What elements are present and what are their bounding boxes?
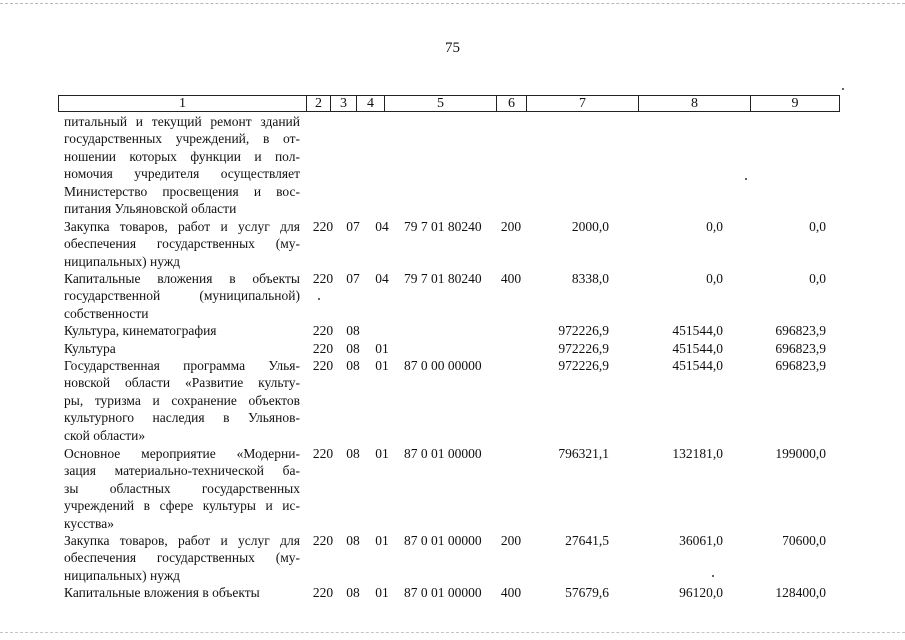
description-line: зы областных государственных xyxy=(64,480,300,496)
row-2-col-6: 200 xyxy=(500,219,522,234)
column-header-8: 8 xyxy=(638,96,750,111)
scan-speck xyxy=(745,178,747,180)
row-6-col-3: 08 xyxy=(346,358,360,373)
row-8-col-4: 01 xyxy=(375,533,389,548)
description-line: государственной (муниципальной) xyxy=(64,288,300,304)
row-7-col-4: 01 xyxy=(375,446,389,461)
row-6-description xyxy=(64,357,300,444)
description-line: номочия учредителя осуществляет xyxy=(64,166,300,182)
row-5-col-2: 220 xyxy=(312,341,334,356)
row-2-col-5: 79 7 01 80240 xyxy=(404,219,482,234)
row-8-col-7: 27641,5 xyxy=(565,533,609,548)
row-6-col-5: 87 0 00 00000 xyxy=(404,358,482,373)
description-line: ниципальных) нужд xyxy=(64,567,181,583)
scan-speck xyxy=(318,298,320,300)
column-header-7: 7 xyxy=(526,96,638,111)
row-3-col-5: 79 7 01 80240 xyxy=(404,271,482,286)
row-8-col-9: 70600,0 xyxy=(782,533,826,548)
row-6-col-7: 972226,9 xyxy=(558,358,609,373)
column-header-2: 2 xyxy=(306,96,330,111)
row-2-description xyxy=(64,218,300,270)
row-2-col-2: 220 xyxy=(312,219,334,234)
description-line: обеспечения государственных (му- xyxy=(64,236,300,252)
scan-speck xyxy=(842,88,844,90)
row-9-description xyxy=(64,584,300,601)
description-line: новской области «Развитие культу- xyxy=(64,375,300,391)
row-8-col-6: 200 xyxy=(500,533,522,548)
row-5-col-3: 08 xyxy=(346,341,360,356)
row-7-col-5: 87 0 01 00000 xyxy=(404,446,482,461)
description-line: ниципальных) нужд xyxy=(64,253,181,269)
row-3-col-3: 07 xyxy=(346,271,360,286)
row-3-col-9: 0,0 xyxy=(809,271,826,286)
description-line: Основное мероприятие «Модерни- xyxy=(64,446,300,461)
description-line: Министерство просвещения и вос- xyxy=(64,183,300,199)
row-7-col-2: 220 xyxy=(312,446,334,461)
description-line: ской области» xyxy=(64,427,146,443)
row-4-col-8: 451544,0 xyxy=(672,323,723,338)
row-2-col-8: 0,0 xyxy=(706,219,723,234)
description-line: культурного наследия в Ульянов- xyxy=(64,410,300,426)
row-9-col-3: 08 xyxy=(346,585,360,600)
row-7-col-8: 132181,0 xyxy=(672,446,723,461)
row-2-col-3: 07 xyxy=(346,219,360,234)
column-header-4: 4 xyxy=(356,96,384,111)
column-header-9: 9 xyxy=(750,96,839,111)
row-4-col-9: 696823,9 xyxy=(775,323,826,338)
row-7-col-7: 796321,1 xyxy=(558,446,609,461)
row-6-col-2: 220 xyxy=(312,358,334,373)
row-9-col-6: 400 xyxy=(500,585,522,600)
row-9-col-9: 128400,0 xyxy=(775,585,826,600)
column-header-5: 5 xyxy=(384,96,496,111)
description-line: Закупка товаров, работ и услуг для xyxy=(64,219,300,234)
description-line: питания Ульяновской области xyxy=(64,200,237,216)
row-4-col-7: 972226,9 xyxy=(558,323,609,338)
description-line: Государственная программа Улья- xyxy=(64,358,300,373)
row-7-col-3: 08 xyxy=(346,446,360,461)
column-header-3: 3 xyxy=(330,96,356,111)
row-6-col-4: 01 xyxy=(375,358,389,373)
page-number: 75 xyxy=(445,40,460,56)
row-9-col-2: 220 xyxy=(312,585,334,600)
column-header-1: 1 xyxy=(179,96,186,111)
scan-edge-top xyxy=(0,3,905,4)
row-7-col-9: 199000,0 xyxy=(775,446,826,461)
row-7-description xyxy=(64,445,300,532)
row-5-col-8: 451544,0 xyxy=(672,341,723,356)
description-line: Капитальные вложения в объекты xyxy=(64,271,300,286)
row-8-col-5: 87 0 01 00000 xyxy=(404,533,482,548)
row-8-description xyxy=(64,532,300,584)
row-2-col-7: 2000,0 xyxy=(571,219,609,234)
row-6-col-9: 696823,9 xyxy=(775,358,826,373)
scan-edge-bottom xyxy=(0,632,905,633)
row-3-col-4: 04 xyxy=(375,271,389,286)
row-5-col-9: 696823,9 xyxy=(775,341,826,356)
row-3-col-8: 0,0 xyxy=(706,271,723,286)
description-line: ры, туризма и сохранение объектов xyxy=(64,392,300,408)
row-4-col-3: 08 xyxy=(346,323,360,338)
row-8-col-3: 08 xyxy=(346,533,360,548)
row-1-description xyxy=(64,113,300,217)
description-line: ношении которых функции и пол- xyxy=(64,148,300,164)
description-line: собственности xyxy=(64,305,149,321)
row-2-col-9: 0,0 xyxy=(809,219,826,234)
row-2-col-4: 04 xyxy=(375,219,389,234)
description-line: Капитальные вложения в объекты xyxy=(64,585,260,600)
description-line: обеспечения государственных (му- xyxy=(64,550,300,566)
description-line: зация материально-технической ба- xyxy=(64,463,300,479)
row-5-col-7: 972226,9 xyxy=(558,341,609,356)
description-line: питальный и текущий ремонт зданий xyxy=(64,114,300,129)
row-4-description xyxy=(64,322,300,339)
description-line: кусства» xyxy=(64,515,114,531)
row-4-col-2: 220 xyxy=(312,323,334,338)
row-3-col-2: 220 xyxy=(312,271,334,286)
scan-speck xyxy=(712,575,714,577)
table-header-row xyxy=(58,95,840,112)
row-8-col-2: 220 xyxy=(312,533,334,548)
row-9-col-4: 01 xyxy=(375,585,389,600)
column-header-6: 6 xyxy=(496,96,526,111)
row-9-col-7: 57679,6 xyxy=(565,585,609,600)
row-3-col-7: 8338,0 xyxy=(571,271,609,286)
row-3-description xyxy=(64,270,300,322)
description-line: учреждений в сфере культуры и ис- xyxy=(64,498,300,514)
row-9-col-8: 96120,0 xyxy=(679,585,723,600)
description-line: Культура xyxy=(64,341,116,356)
row-5-description xyxy=(64,340,300,357)
row-9-col-5: 87 0 01 00000 xyxy=(404,585,482,600)
description-line: Культура, кинематография xyxy=(64,323,217,338)
row-8-col-8: 36061,0 xyxy=(679,533,723,548)
description-line: государственных учреждений, в от- xyxy=(64,131,300,147)
description-line: Закупка товаров, работ и услуг для xyxy=(64,533,300,548)
row-5-col-4: 01 xyxy=(375,341,389,356)
row-6-col-8: 451544,0 xyxy=(672,358,723,373)
row-3-col-6: 400 xyxy=(500,271,522,286)
